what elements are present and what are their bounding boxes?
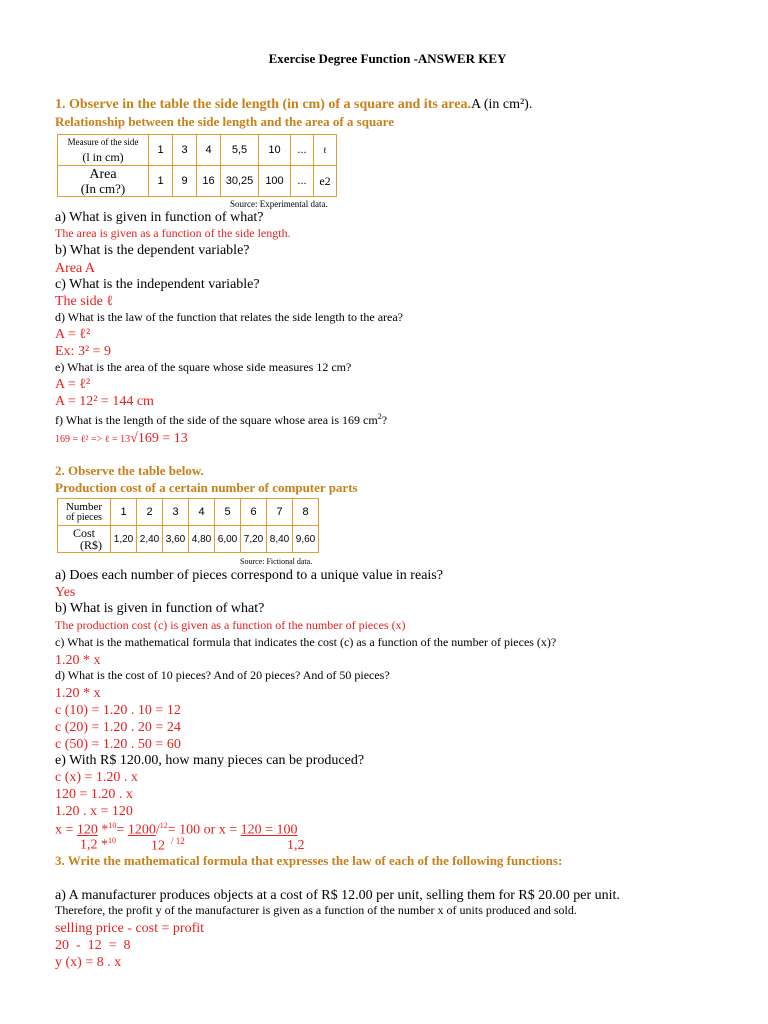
table-cell: 1 [149, 135, 173, 166]
q2-b-answer: The production cost (c) is given as a function of the number of pieces (x) [55, 618, 406, 632]
q2-row2-label [58, 526, 111, 553]
table-cell: ... [291, 135, 314, 166]
q3-a-answer-1: selling price - cost = profit [55, 921, 205, 936]
q1-row1-label-a: Measure of the side [67, 136, 139, 147]
q1-d-answer-2: Ex: 3² = 9 [55, 344, 112, 359]
table-cell: 1,20 [111, 526, 137, 553]
q1-source: Source: Experimental data. [230, 199, 328, 209]
table-cell: 6 [241, 499, 267, 526]
e4-a: x = [55, 822, 77, 838]
table-cell: ... [291, 166, 314, 197]
q2-e-answer-5a [80, 836, 116, 854]
q2-table [57, 498, 319, 553]
q2-d-answer-4: c (50) = 1.20 . 50 = 60 [55, 737, 181, 752]
q1-row1-label [58, 135, 149, 166]
e5-c: / 12 [171, 836, 185, 846]
q1-a-answer: The area is given as a function of the side length. [55, 226, 291, 240]
e4-sup2: 12 [159, 821, 168, 830]
page-title: Exercise Degree Function -ANSWER KEY [268, 51, 507, 66]
table-cell: 5 [215, 499, 241, 526]
e4-sup1: 10 [108, 821, 117, 830]
table-row [58, 135, 337, 166]
q2-row2-label-a: Cost [72, 526, 95, 540]
q2-c-answer: 1.20 * x [55, 653, 101, 668]
e4-h: 120 = 100 [240, 822, 298, 838]
table-cell: 30,25 [221, 166, 259, 197]
q2-row2-label-b: (R$) [80, 538, 102, 552]
q2-d-answer-3: c (20) = 1.20 . 20 = 24 [55, 720, 181, 735]
table-cell: 100 [259, 166, 291, 197]
table-row [58, 166, 337, 197]
e4-b: 120 [76, 822, 98, 838]
e4-g: = 100 or x = [167, 822, 241, 838]
q1-c-question: c) What is the independent variable? [55, 277, 260, 292]
table-cell: 4 [189, 499, 215, 526]
q2-b-question: b) What is given in function of what? [55, 601, 265, 616]
table-cell: ℓ [314, 135, 337, 166]
table-cell: 2 [137, 499, 163, 526]
q2-row1-label-a: Number [65, 500, 103, 513]
q1-heading-rest: A (in cm²). [470, 97, 533, 112]
q1-b-answer: Area A [55, 261, 96, 276]
table-cell: e2 [314, 166, 337, 197]
table-cell: 5,5 [221, 135, 259, 166]
q1-e-answer-1: A = ℓ² [55, 377, 91, 392]
q2-e-answer-2: 120 = 1.20 . x [55, 787, 133, 802]
q2-e-answer-5d: 1,2 [287, 838, 305, 853]
q1-c-answer: The side ℓ [55, 294, 114, 309]
q1-f-question-sup: 2 [377, 412, 382, 421]
q2-a-question: a) Does each number of pieces correspond to a unique value in reais? [55, 568, 443, 583]
q1-f-question-end: ? [381, 413, 388, 427]
q2-e-answer-5b [151, 836, 185, 855]
table-cell: 4,80 [189, 526, 215, 553]
q2-row1-label [58, 499, 111, 526]
table-cell: 9 [173, 166, 197, 197]
q2-row1-label-b: of pieces [66, 511, 102, 523]
e5-a: 1,2 * [80, 837, 108, 853]
e4-e: 1200 [127, 822, 156, 838]
q1-row2-label-a: Area [89, 166, 117, 182]
table-cell: 2,40 [137, 526, 163, 553]
q1-row2-label [58, 166, 149, 197]
table-row [58, 526, 319, 553]
table-cell: 9,60 [293, 526, 319, 553]
q2-e-answer-1: c (x) = 1.20 . x [55, 770, 138, 785]
e4-f: / [155, 822, 160, 838]
q1-b-question: b) What is the dependent variable? [55, 243, 250, 258]
table-cell: 8 [293, 499, 319, 526]
q2-d-question: d) What is the cost of 10 pieces? And of 20 pieces? And of 50 pieces? [55, 668, 390, 682]
e4-c: * [97, 822, 109, 838]
q1-heading [55, 97, 532, 113]
q3-heading: 3. Write the mathematical formula that expresses the law of each of the following functions: [55, 853, 563, 868]
q3-a-question-2: Therefore, the profit y of the manufacturer is given as a function of the number x of units produced and sold. [55, 903, 577, 917]
table-cell: 6,00 [215, 526, 241, 553]
q3-a-question-1: a) A manufacturer produces objects at a cost of R$ 12.00 per unit, selling them for R$ 20.00 per unit. [55, 888, 620, 903]
q1-f-question-text: f) What is the length of the side of the square whose area is 169 cm [55, 413, 378, 427]
q1-f-answer [55, 429, 188, 447]
table-cell: 16 [197, 166, 221, 197]
table-cell: 3,60 [163, 526, 189, 553]
q1-a-question: a) What is given in function of what? [55, 210, 264, 225]
table-cell: 3 [173, 135, 197, 166]
q2-heading: 2. Observe the table below. [55, 463, 204, 478]
table-cell: 4 [197, 135, 221, 166]
q2-c-question: c) What is the mathematical formula that indicates the cost (c) as a function of the number of pieces (x)? [55, 635, 557, 649]
q2-e-answer-3: 1.20 . x = 120 [55, 804, 133, 819]
q1-d-question: d) What is the law of the function that relates the side length to the area? [55, 310, 403, 324]
q2-d-answer-1: 1.20 * x [55, 686, 101, 701]
e5-b: 12 [151, 838, 165, 854]
table-cell: 7 [267, 499, 293, 526]
table-cell: 8,40 [267, 526, 293, 553]
q3-a-answer-2: 20 - 12 = 8 [55, 938, 131, 953]
q1-table [57, 134, 337, 197]
q2-a-answer: Yes [55, 585, 76, 600]
q1-row2-label-b: (In cm?) [80, 180, 126, 196]
e4-d: = [116, 822, 128, 838]
q1-f-question [55, 412, 387, 428]
table-cell: 1 [111, 499, 137, 526]
q2-d-answer-2: c (10) = 1.20 . 10 = 12 [55, 703, 181, 718]
q1-e-question: e) What is the area of the square whose side measures 12 cm? [55, 360, 352, 374]
table-cell: 3 [163, 499, 189, 526]
q2-source: Source: Fictional data. [240, 557, 313, 566]
q1-d-answer-1: A = ℓ² [55, 327, 91, 342]
q2-e-question: e) With R$ 120.00, how many pieces can be produced? [55, 753, 365, 768]
table-cell: 10 [259, 135, 291, 166]
q1-f-answer-big: √169 = 13 [130, 431, 188, 446]
table-cell: 7,20 [241, 526, 267, 553]
q1-row1-label-b: (l in cm) [82, 149, 124, 164]
q1-f-answer-small: 169 = ℓ² => ℓ = 13 [55, 434, 131, 445]
q2-subheading: Production cost of a certain number of computer parts [55, 480, 358, 495]
q1-heading-text: 1. Observe in the table the side length (in cm) of a square and its area. [55, 97, 471, 112]
table-row [58, 499, 319, 526]
e5-sup1: 10 [108, 836, 116, 845]
q1-subheading: Relationship between the side length and the area of a square [55, 114, 394, 129]
q1-e-answer-2: A = 12² = 144 cm [55, 394, 154, 409]
q3-a-answer-3: y (x) = 8 . x [55, 955, 122, 970]
table-cell: 1 [149, 166, 173, 197]
